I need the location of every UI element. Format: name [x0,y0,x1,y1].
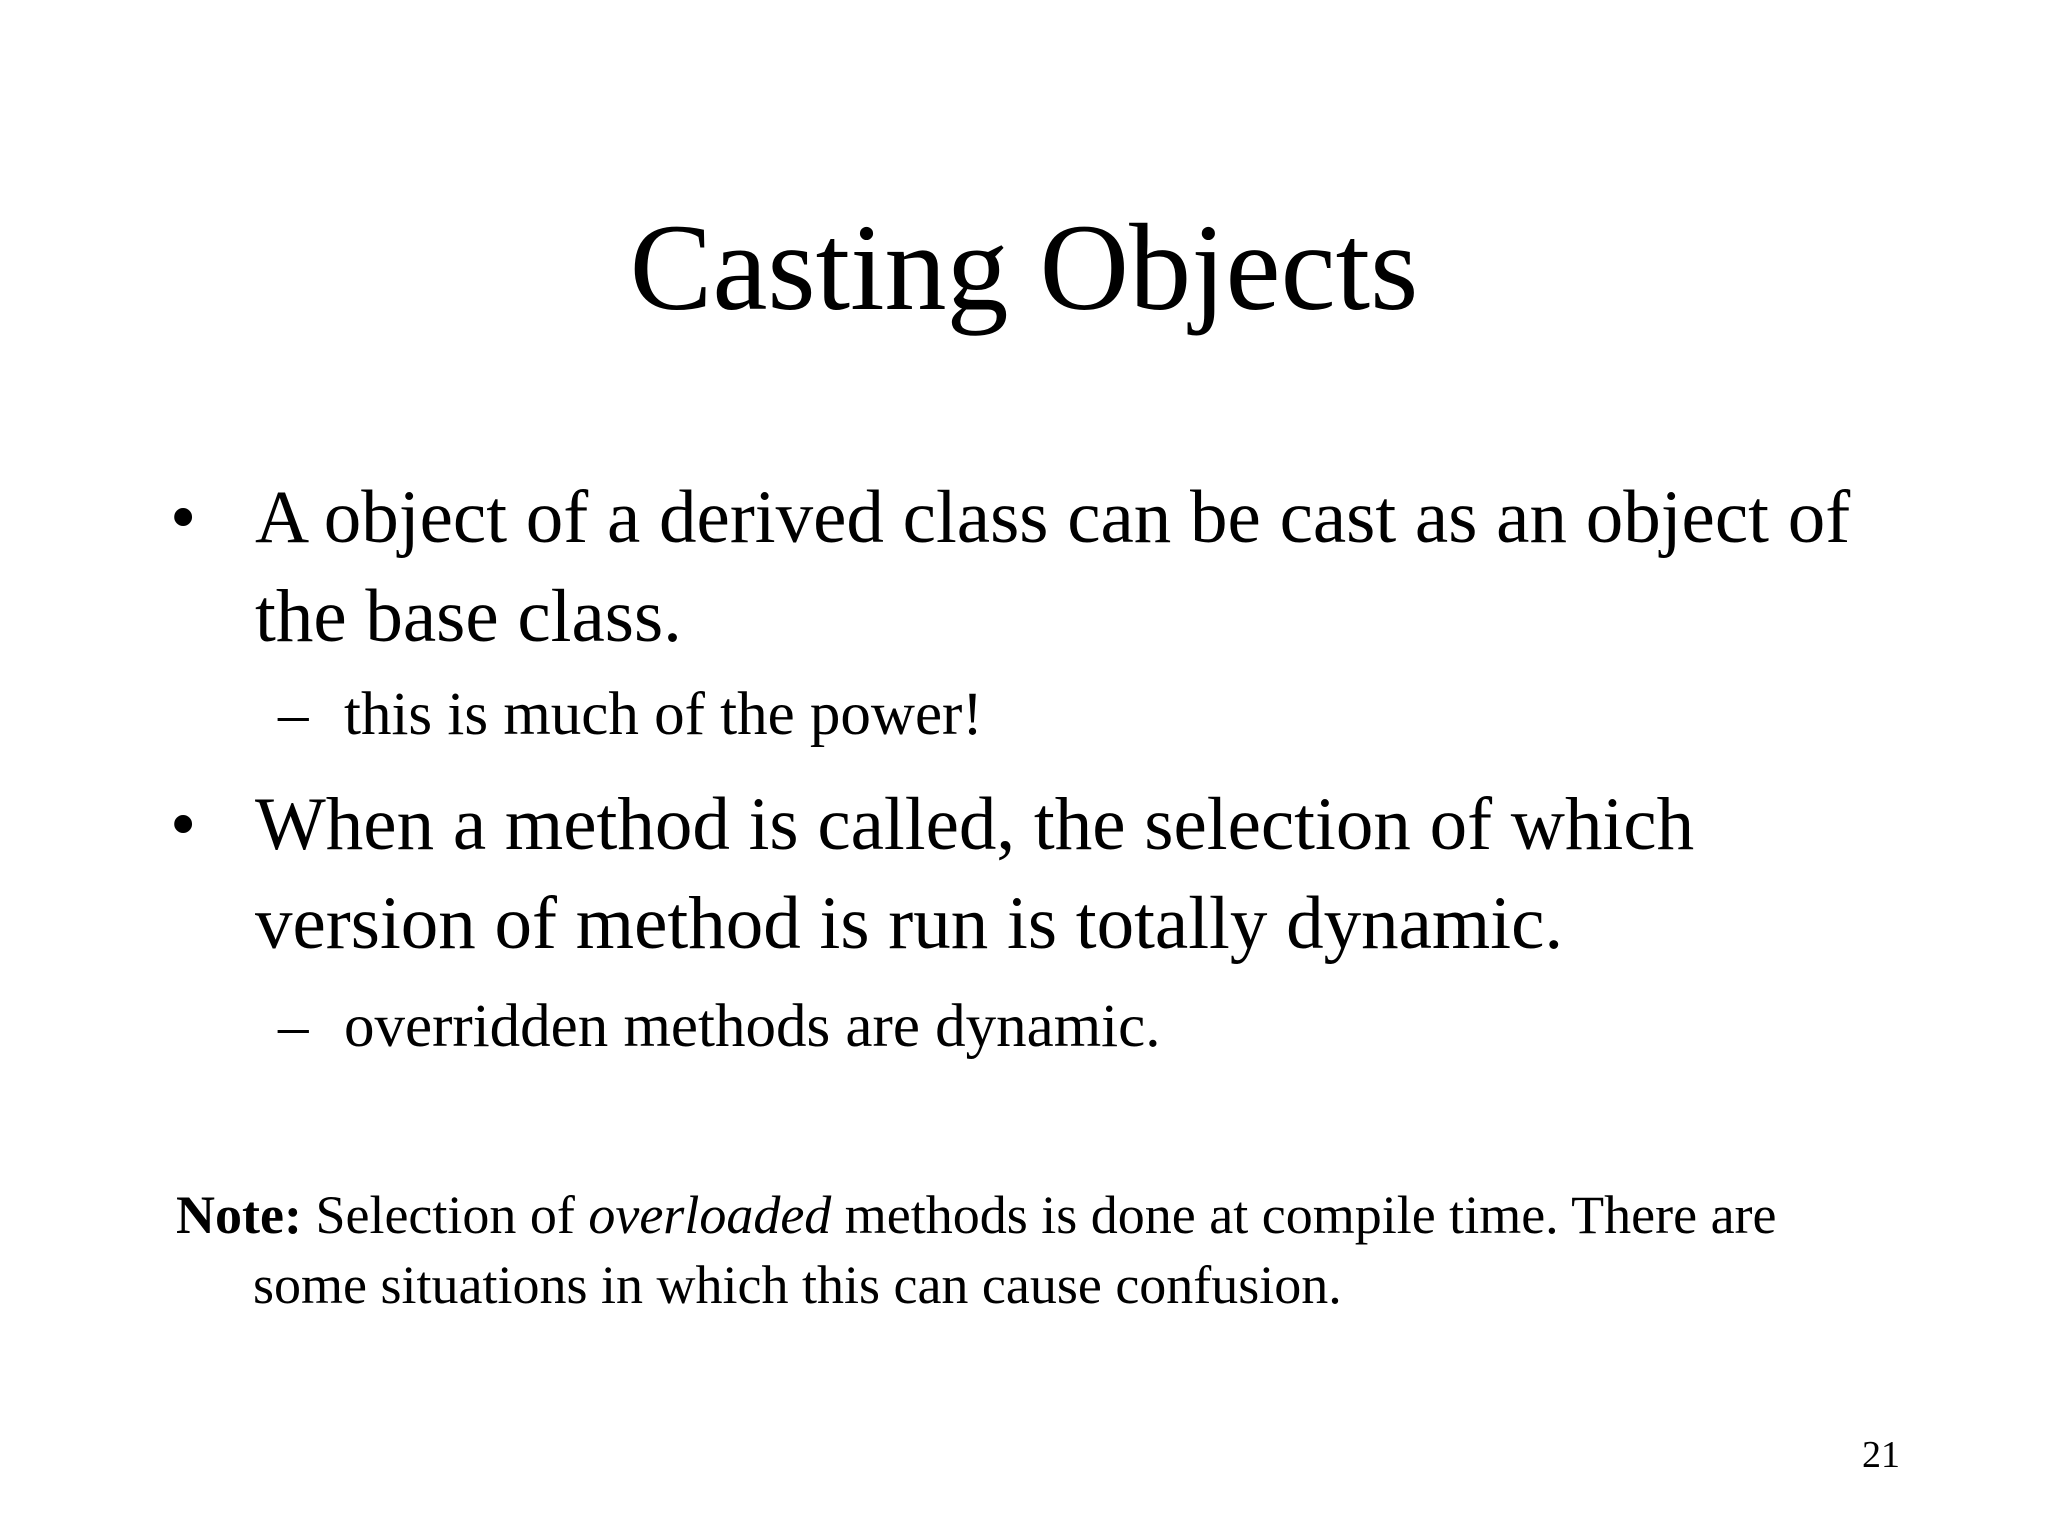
sub-bullet-marker: – [278,681,309,748]
bullet-marker: • [170,783,197,866]
sub-bullet-item [278,680,1878,750]
note-line-2: some situations in which this can cause confusion. [253,1255,1342,1315]
bullet-item [170,468,1890,666]
note-text-after: methods is done at compile time. There are [831,1185,1777,1245]
note-text-before: Selection of [301,1185,589,1245]
bullet-text: When a method is called, the selection of which version of method is run is totally dynamic. [255,783,1695,965]
bullet-marker: • [170,476,197,559]
page-number: 21 [1862,1434,1900,1476]
sub-bullet-item [278,992,1878,1062]
bullet-text: A object of a derived class can be cast as an object of the base class. [255,476,1851,658]
sub-bullet-text: this is much of the power! [344,681,983,748]
sub-bullet-marker: – [278,993,309,1060]
bullet-item [170,775,1890,973]
sub-bullet-text: overridden methods are dynamic. [344,993,1161,1060]
note-paragraph [176,1180,1896,1320]
note-label: Note: [176,1185,302,1245]
note-emphasis: overloaded [588,1185,832,1245]
slide-title: Casting Objects [629,199,1419,336]
